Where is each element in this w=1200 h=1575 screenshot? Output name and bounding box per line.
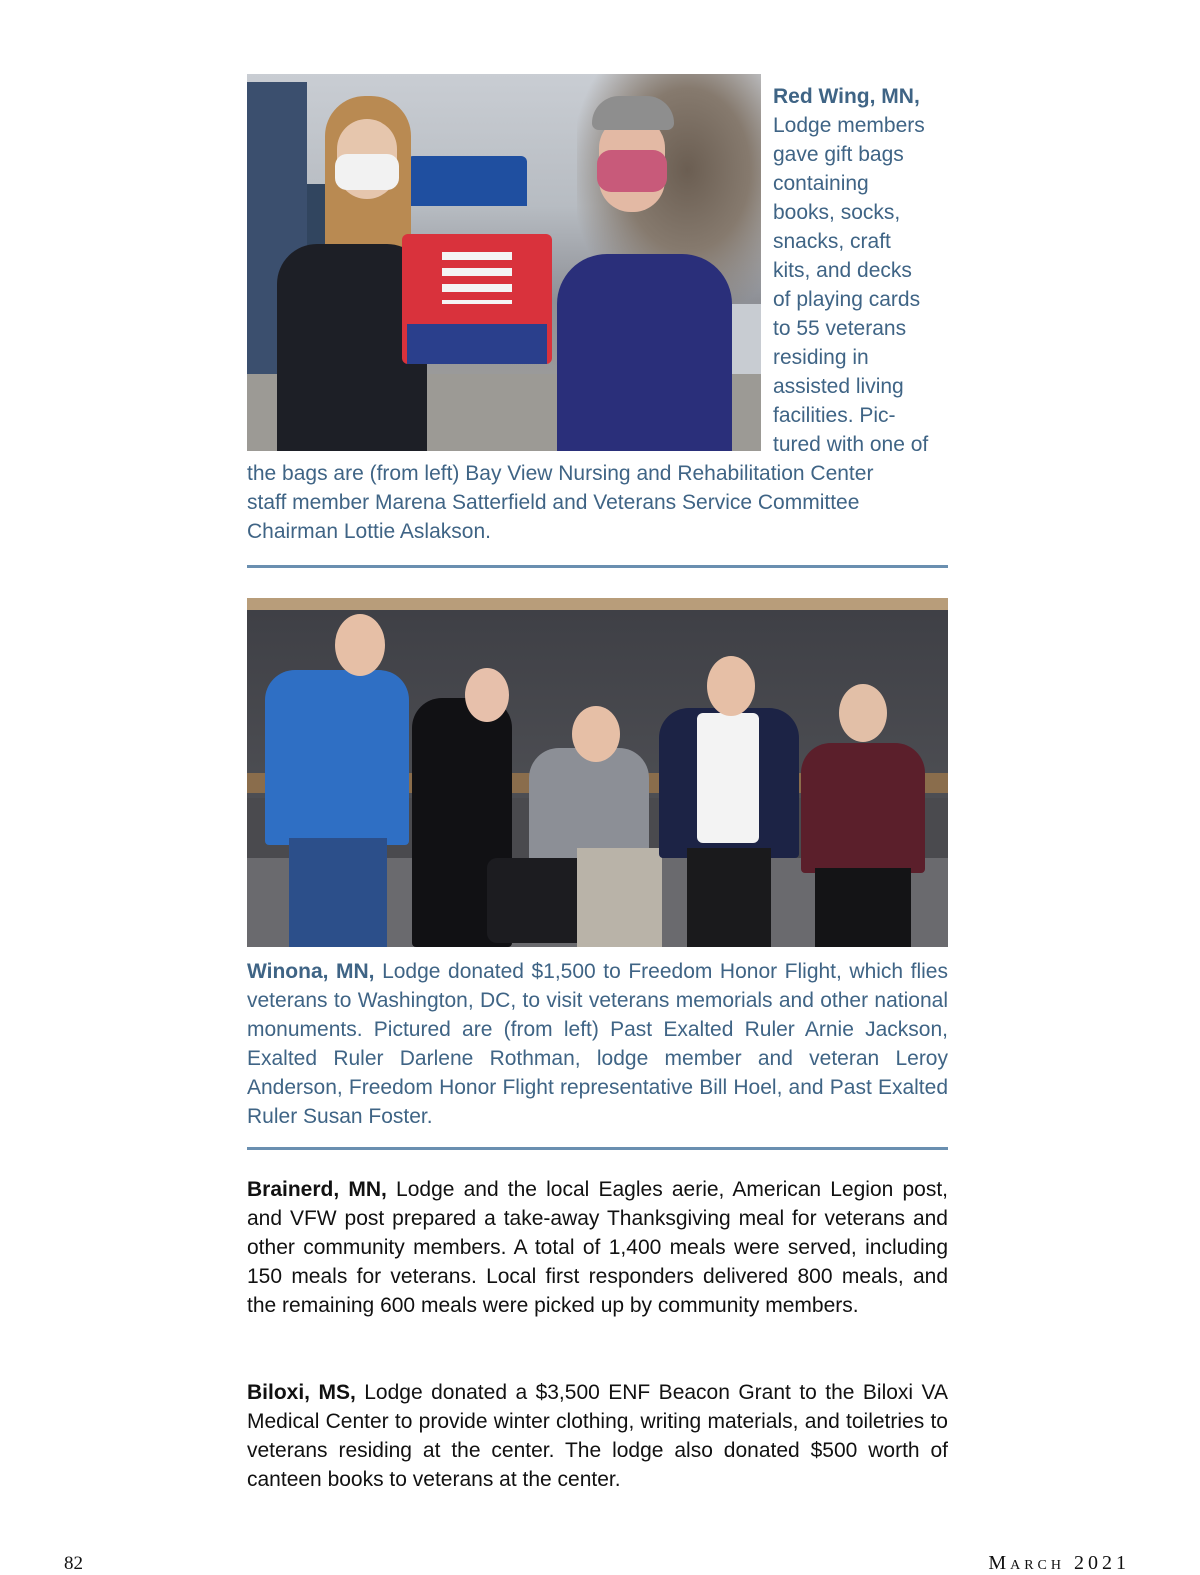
photo-person-5-shirt — [801, 743, 925, 873]
story-winona-text: Lodge donated $1,500 to Freedom Honor Flight, which flies veterans to Washington, DC, to visit veterans memorials and other national monuments. Pictured are (from left) Past Exalted Ruler Arnie Jackson, Exalted Ruler Darlene Rothman, lodge member and veteran Leroy Anderson, Freedom Honor Flight representative Bill Hoel, and Past Exalted Ruler Susan Foster. — [247, 960, 948, 1128]
caption-line: staff member Marena Satterfield and Veterans Service Committee — [247, 491, 860, 514]
issue-date: March 2021 — [988, 1552, 1130, 1574]
photo-person-5-pants — [815, 868, 911, 947]
story-red-wing-location: Red Wing, MN, — [773, 85, 920, 108]
photo-person-4-head — [707, 656, 755, 716]
story-biloxi-text: Lodge donated a $3,500 ENF Beacon Grant to the Biloxi VA Medical Center to provide winter clothing, writing materials, and toiletries to veterans residing at the center. The lodge also donated $500 worth of canteen books to veterans at the center. — [247, 1381, 948, 1491]
photo-awning — [407, 156, 527, 206]
photo-person-2-head — [465, 668, 509, 722]
caption-line: gave gift bags — [773, 143, 904, 166]
photo-gift-bag-stars — [407, 324, 547, 364]
photo-person-3-legs — [577, 848, 662, 947]
caption-line: residing in — [773, 346, 869, 369]
caption-line: of playing cards — [773, 288, 921, 311]
story-biloxi-location: Biloxi, MS, — [247, 1381, 356, 1404]
page-number: 82 — [64, 1553, 83, 1574]
photo-person-right-body — [557, 254, 732, 451]
caption-line: snacks, craft — [773, 230, 891, 253]
story-winona-location: Winona, MN, — [247, 960, 375, 983]
caption-line: to 55 veterans — [773, 317, 907, 340]
caption-line: Chairman Lottie Aslakson. — [247, 520, 491, 543]
caption-line: the bags are (from left) Bay View Nursing and Rehabilitation Center — [247, 462, 874, 485]
photo-person-left-mask — [335, 154, 399, 190]
story-red-wing-caption-full — [247, 459, 948, 546]
photo-person-1-shirt — [265, 670, 409, 845]
caption-line: Lodge members — [773, 114, 925, 137]
story-brainerd-location: Brainerd, MN, — [247, 1178, 387, 1201]
photo-person-right-hair — [592, 96, 674, 130]
story-brainerd — [247, 1175, 948, 1320]
photo-person-4-pants — [687, 848, 771, 947]
story-winona-caption — [247, 957, 948, 1131]
photo-person-right-mask — [597, 150, 667, 192]
photo-person-3-head — [572, 706, 620, 762]
caption-line: kits, and decks — [773, 259, 912, 282]
section-divider — [247, 1147, 948, 1150]
photo-gift-bag-stripes — [442, 244, 512, 304]
photo-red-wing-gift-bag — [247, 74, 761, 451]
photo-person-5-head — [839, 684, 887, 742]
caption-line: facilities. Pic- — [773, 404, 896, 427]
section-divider — [247, 565, 948, 568]
caption-line: assisted living — [773, 375, 904, 398]
photo-person-3-scooter — [487, 858, 587, 943]
photo-person-4-shirt — [697, 713, 759, 843]
caption-line: containing — [773, 172, 869, 195]
caption-line: books, socks, — [773, 201, 901, 224]
story-biloxi — [247, 1378, 948, 1494]
photo-winona-group — [247, 598, 948, 947]
photo-ceiling — [247, 598, 948, 610]
caption-line: tured with one of — [773, 433, 929, 456]
photo-person-1-jeans — [289, 838, 387, 947]
story-brainerd-text: Lodge and the local Eagles aerie, American Legion post, and VFW post prepared a take-away Thanksgiving meal for veterans and other community members. A total of 1,400 meals were served, including 150 meals for veterans. Local first responders delivered 800 meals, and the remaining 600 meals were picked up by community members. — [247, 1178, 949, 1317]
photo-person-1-head — [335, 614, 385, 676]
story-red-wing-caption-side — [773, 82, 953, 459]
